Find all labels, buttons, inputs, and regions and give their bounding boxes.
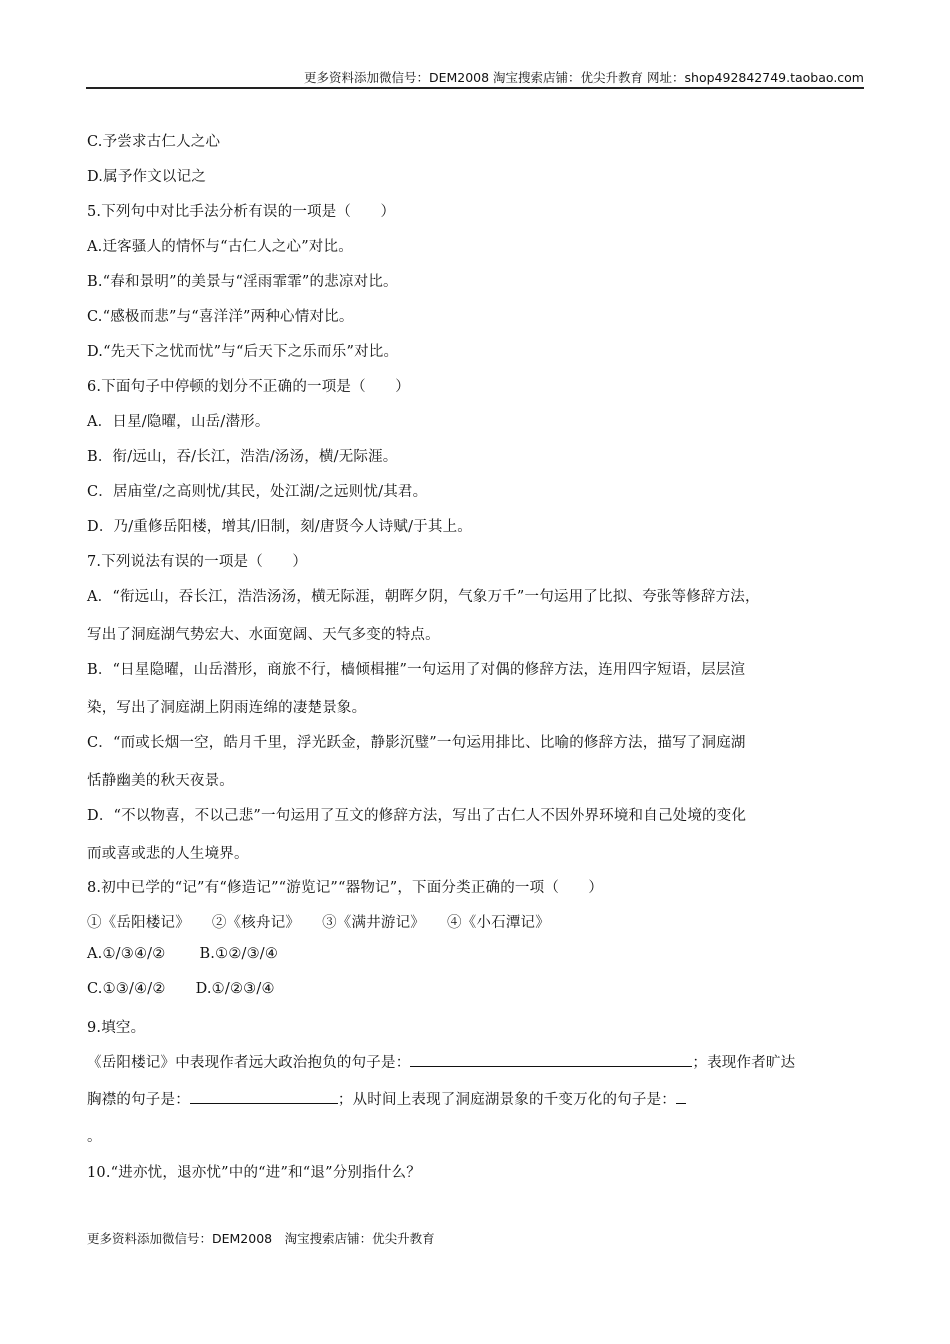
q8-item: ③《满井游记》 bbox=[322, 915, 426, 931]
question-10: 10.“进亦忧，退亦忧”中的“进”和“退”分别指什么？ bbox=[87, 1165, 421, 1181]
answer-blank[interactable] bbox=[676, 1088, 686, 1104]
q8-item: ②《核舟记》 bbox=[211, 915, 301, 931]
q5-option-c: C.“感极而悲”与“喜洋洋”两种心情对比。 bbox=[87, 309, 354, 325]
q8-options-row1 bbox=[87, 946, 278, 962]
q8-options-row2 bbox=[87, 981, 275, 997]
q7-option-d-line2: 而或喜或悲的人生境界。 bbox=[87, 846, 249, 862]
q7-option-b-line2: 染，写出了洞庭湖上阴雨连绵的凄楚景象。 bbox=[87, 700, 367, 716]
q5-option-b: B.“春和景明”的美景与“淫雨霏霏”的悲凉对比。 bbox=[87, 274, 398, 290]
q8-item: ①《岳阳楼记》 bbox=[87, 915, 190, 931]
q6-option-a: A．日星/隐曜，山岳/潜形。 bbox=[87, 414, 270, 430]
q5-option-a: A.迁客骚人的情怀与“古仁人之心”对比。 bbox=[87, 239, 353, 255]
q9-paragraph-line2 bbox=[87, 1088, 686, 1109]
q7-option-c-line1: C．“而或长烟一空，皓月千里，浮光跃金，静影沉璧”一句运用排比、比喻的修辞方法，描写了洞庭湖 bbox=[87, 735, 746, 751]
answer-blank[interactable] bbox=[410, 1051, 692, 1067]
q9-text: 胸襟的句子是： bbox=[87, 1092, 190, 1108]
q7-option-b-line1: B．“日星隐曜，山岳潜形，商旅不行，樯倾楫摧”一句运用了对偶的修辞方法，连用四字短语，层层渲 bbox=[87, 662, 746, 678]
q7-option-c-line2: 恬静幽美的秋天夜景。 bbox=[87, 773, 234, 789]
option-d-line: D.属予作文以记之 bbox=[87, 169, 207, 185]
q5-option-d: D.“先天下之忧而忧”与“后天下之乐而乐”对比。 bbox=[87, 344, 399, 360]
question-7: 7.下列说法有误的一项是（ ） bbox=[87, 554, 308, 570]
q8-items bbox=[87, 911, 550, 932]
option-c-line: C.予尝求古仁人之心 bbox=[87, 134, 221, 150]
q6-option-b: B．衔/远山，吞/长江，浩浩/汤汤，横/无际涯。 bbox=[87, 449, 398, 465]
q9-paragraph-line1 bbox=[87, 1051, 795, 1072]
q9-paragraph-line3: 。 bbox=[87, 1129, 102, 1145]
question-5: 5.下列句中对比手法分析有误的一项是（ ） bbox=[87, 204, 396, 220]
q7-option-a-line1: A．“衔远山，吞长江，浩浩汤汤，横无际涯，朝晖夕阴，气象万千”一句运用了比拟、夸张等修辞方法， bbox=[87, 589, 760, 605]
question-6: 6.下面句子中停顿的划分不正确的一项是（ ） bbox=[87, 379, 410, 395]
q9-text: 《岳阳楼记》中表现作者远大政治抱负的句子是： bbox=[87, 1055, 411, 1071]
q6-option-d: D．乃/重修岳阳楼，增其/旧制，刻/唐贤今人诗赋/于其上。 bbox=[87, 519, 472, 535]
q8-option-d: D.①/②③/④ bbox=[195, 981, 275, 997]
q9-text: ；表现作者旷达 bbox=[692, 1055, 796, 1071]
q8-option-c: C.①③/④/② bbox=[87, 981, 166, 997]
page-footer: 更多资料添加微信号：DEM2008 淘宝搜索店铺：优尖升教育 bbox=[87, 1231, 435, 1246]
answer-blank[interactable] bbox=[190, 1088, 338, 1104]
q7-option-a-line2: 写出了洞庭湖气势宏大、水面宽阔、天气多变的特点。 bbox=[87, 627, 440, 643]
page-header: 更多资料添加微信号：DEM2008 淘宝搜索店铺：优尖升教育 网址：shop492842749.taobao.com bbox=[303, 70, 864, 85]
question-8: 8.初中已学的“记”有“修造记”“游览记”“器物记”，下面分类正确的一项（ ） bbox=[87, 880, 604, 896]
header-divider bbox=[86, 87, 864, 89]
q6-option-c: C．居庙堂/之高则忧/其民，处江湖/之远则忧/其君。 bbox=[87, 484, 428, 500]
q9-text: ；从时间上表现了洞庭湖景象的千变万化的句子是： bbox=[337, 1092, 677, 1108]
q7-option-d-line1: D．“不以物喜，不以己悲”一句运用了互文的修辞方法，写出了古仁人不因外界环境和自己处境的变化 bbox=[87, 808, 747, 824]
q8-option-a: A.①/③④/② bbox=[87, 946, 166, 962]
q8-item: ④《小石潭记》 bbox=[447, 915, 550, 931]
q8-option-b: B.①②/③/④ bbox=[199, 946, 279, 962]
question-9: 9.填空。 bbox=[87, 1020, 146, 1036]
